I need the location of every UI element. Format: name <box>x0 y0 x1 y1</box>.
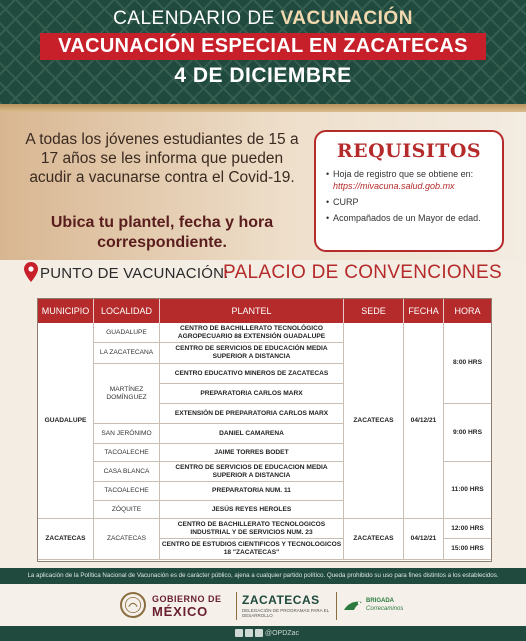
gob-line1: GOBIERNO DE <box>152 594 222 604</box>
requisito-item: • CURP <box>326 196 498 208</box>
zac-line1: ZACATECAS <box>242 593 320 607</box>
column-header: PLANTEL <box>160 299 344 323</box>
hora-cell: 9:00 HRS <box>444 404 491 462</box>
plantel-cell: JAIME TORRES BODET <box>160 444 344 462</box>
social-handle[interactable]: @OPDZac <box>265 630 299 637</box>
hora-cell: 12:00 HRS <box>444 519 491 539</box>
punto-vacunacion <box>24 262 504 286</box>
requisito-item <box>326 168 498 192</box>
column-header: HORA <box>444 299 491 323</box>
social-bar <box>0 626 526 641</box>
plantel-cell: CENTRO EDUCATIVO MINEROS DE ZACATECAS <box>160 364 344 384</box>
plantel-cell: CENTRO DE BACHILLERATO TECNOLÓGICO AGROPECUARIO 88 EXTENSIÓN GUADALUPE <box>160 323 344 343</box>
plantel-cell: JESÚS REYES HEROLES <box>160 501 344 519</box>
brigada-logo <box>342 592 422 620</box>
column-header: SEDE <box>344 299 404 323</box>
registro-link[interactable]: https://mivacuna.salud.gob.mx <box>333 181 455 191</box>
plantel-cell: DANIEL CAMARENA <box>160 424 344 444</box>
facebook-icon[interactable] <box>235 629 243 637</box>
column-header: FECHA <box>404 299 444 323</box>
plantel-cell: PREPARATORIA NUM. 11 <box>160 482 344 501</box>
title-banner: VACUNACIÓN ESPECIAL EN ZACATECAS <box>40 33 486 60</box>
sede-cell: ZACATECAS <box>344 323 404 519</box>
zac-line2: DELEGACIÓN DE PROGRAMAS PARA EL DESARROLLO <box>242 608 330 618</box>
title-prefix: CALENDARIO DE <box>113 8 275 29</box>
location-pin-icon <box>24 262 38 282</box>
gobierno-mexico-logo <box>120 592 230 620</box>
requisitos-title: REQUISITOS <box>336 140 482 162</box>
instagram-icon[interactable] <box>245 629 253 637</box>
divider <box>336 592 337 620</box>
localidad-cell: ZÓQUITE <box>94 501 160 519</box>
municipio-cell: GUADALUPE <box>38 323 94 519</box>
zacatecas-logo <box>242 592 332 620</box>
requisitos-box <box>314 130 504 252</box>
localidad-cell: SAN JERÓNIMO <box>94 424 160 444</box>
brigada-line2: Correcaminos <box>366 606 404 612</box>
header <box>0 0 526 104</box>
title-line <box>0 8 526 30</box>
plantel-cell: CENTRO DE BACHILLERATO TECNOLOGICOS INDUSTRIAL Y DE SERVICIOS NUM. 23 <box>160 519 344 539</box>
localidad-cell: CASA BLANCA <box>94 462 160 482</box>
schedule-table <box>37 298 492 562</box>
twitter-icon[interactable] <box>255 629 263 637</box>
punto-value: PALACIO DE CONVENCIONES <box>223 262 502 283</box>
fecha-cell: 04/12/21 <box>404 323 444 519</box>
logos-bar <box>0 584 526 626</box>
event-date: 4 DE DICIEMBRE <box>174 64 352 87</box>
gob-line2: MÉXICO <box>152 604 209 619</box>
localidad-cell: MARTÍNEZ DOMÍNGUEZ <box>94 364 160 424</box>
hora-cell: 11:00 HRS <box>444 462 491 519</box>
requisitos-list <box>326 168 498 228</box>
divider <box>236 592 237 620</box>
brigada-line1: BRIGADA <box>366 598 394 604</box>
intro-message: A todas los jóvenes estudiantes de 15 a 17 años se les informa que pueden acudir a vacunarse contra el Covid-19. <box>25 131 299 186</box>
title-highlight: VACUNACIÓN <box>280 8 413 29</box>
roadrunner-icon <box>342 596 364 616</box>
localidad-cell: LA ZACATECANA <box>94 343 160 364</box>
hora-cell: 8:00 HRS <box>444 323 491 404</box>
punto-label: PUNTO DE VACUNACIÓN: <box>40 265 229 282</box>
mexico-seal-icon <box>120 592 146 618</box>
localidad-cell: GUADALUPE <box>94 323 160 343</box>
requisito-item: • Acompañados de un Mayor de edad. <box>326 212 498 224</box>
disclaimer: La aplicación de la Política Nacional de Vacunación es de carácter público, ajena a cualquier partido político. Queda prohibido su uso para fines distintos a los establecidos. <box>0 568 526 584</box>
plantel-cell: CENTRO DE ESTUDIOS CIENTIFICOS Y TECNOLOGICOS 18 "ZACATECAS" <box>160 539 344 560</box>
plantel-cell: CENTRO DE SERVICIOS DE EDUCACIÓN MEDIA SUPERIOR A DISTANCIA <box>160 343 344 364</box>
intro-cta: Ubica tu plantel, fecha y hora correspondiente. <box>50 214 274 251</box>
fecha-cell: 04/12/21 <box>404 519 444 560</box>
hora-cell: 15:00 HRS <box>444 539 491 560</box>
plantel-cell: CENTRO DE SERVICIOS DE EDUCACION MEDIA SUPERIOR A DISTANCIA <box>160 462 344 482</box>
localidad-cell: TACOALECHE <box>94 482 160 501</box>
plantel-cell: EXTENSIÓN DE PREPARATORIA CARLOS MARX <box>160 404 344 424</box>
plantel-cell: PREPARATORIA CARLOS MARX <box>160 384 344 404</box>
localidad-cell: TACOALECHE <box>94 444 160 462</box>
column-header: MUNICIPIO <box>38 299 94 323</box>
sede-cell: ZACATECAS <box>344 519 404 560</box>
localidad-cell: ZACATECAS <box>94 519 160 560</box>
gold-band <box>0 104 526 112</box>
column-header: LOCALIDAD <box>94 299 160 323</box>
requisito-text: Hoja de registro que se obtiene en: <box>333 169 474 179</box>
municipio-cell: ZACATECAS <box>38 519 94 560</box>
